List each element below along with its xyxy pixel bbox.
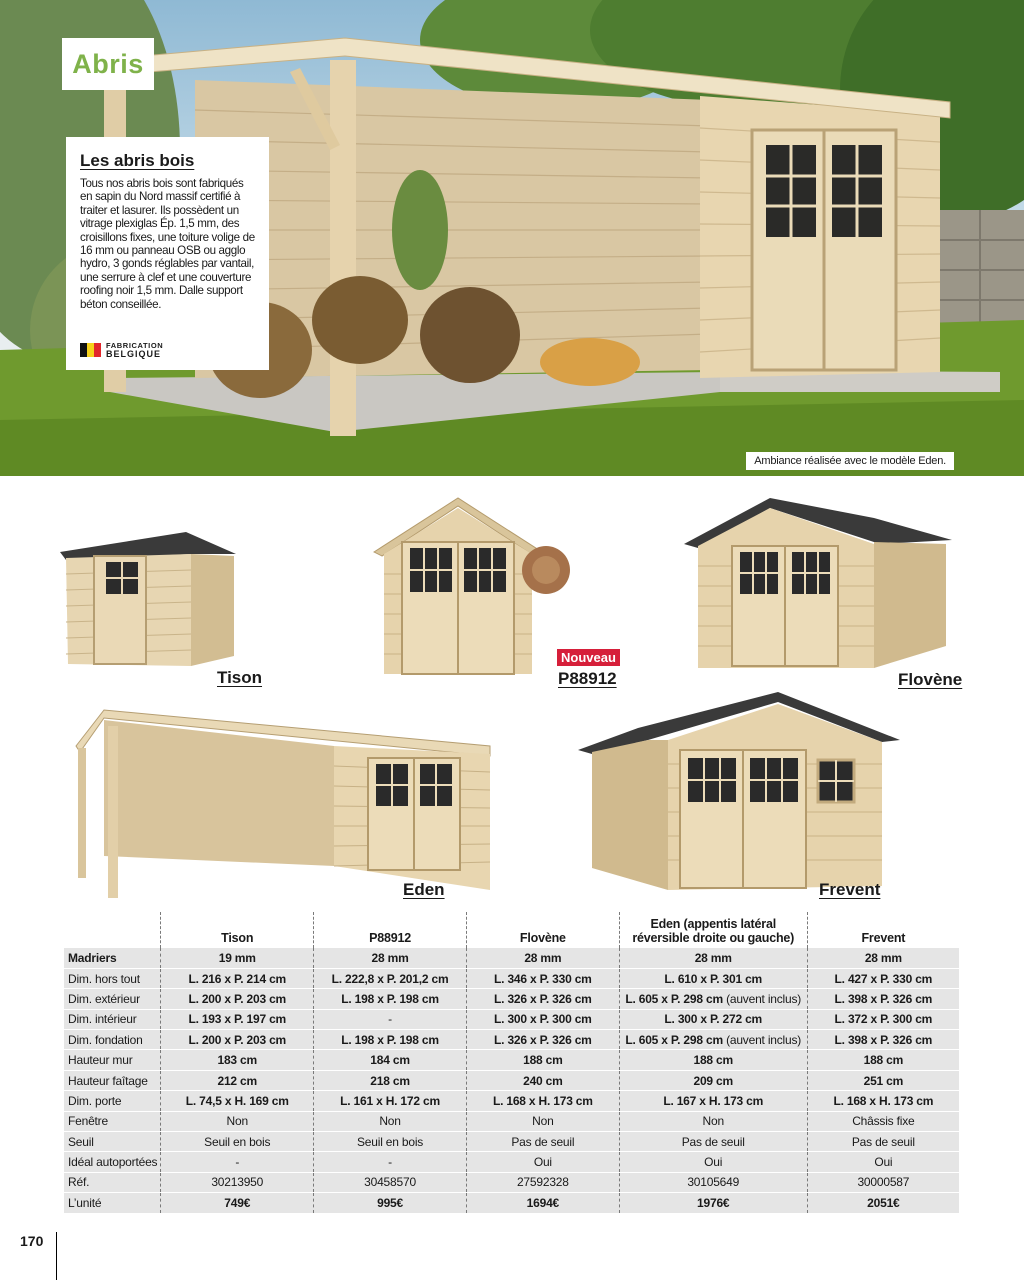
table-header-eden: Eden (appentis latéral réversible droite ou gauche) bbox=[619, 912, 807, 948]
table-row: Hauteur faîtage 212 cm 218 cm 240 cm 209 cm 251 cm bbox=[64, 1070, 959, 1090]
product-flovene-image bbox=[684, 496, 954, 672]
section-badge bbox=[62, 38, 154, 90]
table-row: Dim. fondation L. 200 x P. 203 cm L. 198 x P. 198 cm L. 326 x P. 326 cm L. 605 x P. 298 cm (auvent inclus) L. 398 x P. 326 cm bbox=[64, 1030, 959, 1050]
product-eden-label: Eden bbox=[403, 880, 445, 899]
photo-caption: Ambiance réalisée avec le modèle Eden. bbox=[746, 452, 954, 470]
new-badge: Nouveau bbox=[557, 649, 620, 666]
hero-photo bbox=[0, 0, 1024, 476]
product-tison-image bbox=[56, 528, 241, 670]
product-flovene-label: Flovène bbox=[898, 670, 963, 689]
info-text: Tous nos abris bois sont fabriqués en sapin du Nord massif certifié à traiter et lasurer. Ils possèdent un vitrage plexiglas Ép. 1,5 mm, des croisillons fixes, une toiture volige de 16 mm ou panneau OSB ou agglo hydro, 3 gonds réglables par vantail, une serrure à clef et une couverture roofing noir 1,5 mm. Dalle support béton conseillée. bbox=[80, 177, 255, 311]
spec-table bbox=[64, 912, 959, 1213]
table-header-tison: Tison bbox=[161, 912, 314, 948]
info-box bbox=[66, 137, 269, 370]
table-header-frevent: Frevent bbox=[807, 912, 959, 948]
fabrication-mark bbox=[80, 342, 163, 358]
table-row: Fenêtre Non Non Non Non Châssis fixe bbox=[64, 1111, 959, 1131]
table-row: Hauteur mur 183 cm 184 cm 188 cm 188 cm 188 cm bbox=[64, 1050, 959, 1070]
table-row: Dim. porte L. 74,5 x H. 169 cm L. 161 x H. 172 cm L. 168 x H. 173 cm L. 167 x H. 173 cm L. 168 x H. 173 cm bbox=[64, 1091, 959, 1111]
product-eden-image bbox=[70, 706, 494, 902]
table-row: Idéal autoportées - - Oui Oui Oui bbox=[64, 1152, 959, 1172]
product-frevent-image bbox=[578, 690, 904, 896]
table-header-flovene: Flovène bbox=[466, 912, 619, 948]
page-number: 170 bbox=[20, 1233, 44, 1249]
table-header-row bbox=[64, 912, 959, 948]
table-row: Madriers 19 mm 28 mm 28 mm 28 mm 28 mm bbox=[64, 948, 959, 968]
table-row: Dim. intérieur L. 193 x P. 197 cm - L. 300 x P. 300 cm L. 300 x P. 272 cm L. 372 x P. 300 cm bbox=[64, 1009, 959, 1029]
eden-awning-note: (auvent inclus) bbox=[726, 1032, 802, 1047]
belgium-flag-icon bbox=[80, 343, 101, 357]
table-row: Dim. extérieur L. 200 x P. 203 cm L. 198 x P. 198 cm L. 326 x P. 326 cm L. 605 x P. 298 cm (auvent inclus) L. 398 x P. 326 cm bbox=[64, 989, 959, 1009]
table-header-p88912: P88912 bbox=[314, 912, 467, 948]
table-row: Seuil Seuil en bois Seuil en bois Pas de seuil Pas de seuil Pas de seuil bbox=[64, 1132, 959, 1152]
table-row: Dim. hors tout L. 216 x P. 214 cm L. 222,8 x P. 201,2 cm L. 346 x P. 330 cm L. 610 x P. 301 cm L. 427 x P. 330 cm bbox=[64, 968, 959, 988]
product-tison-label: Tison bbox=[217, 668, 263, 687]
product-p88912-image bbox=[372, 496, 572, 678]
page-divider bbox=[56, 1232, 57, 1280]
info-title: Les abris bois bbox=[80, 151, 195, 170]
product-frevent-label: Frevent bbox=[819, 880, 881, 899]
table-row: L’unité 749€ 995€ 1694€ 1976€ 2051€ bbox=[64, 1193, 959, 1213]
table-header-empty bbox=[64, 912, 161, 948]
fabrication-label: FABRICATION bbox=[106, 341, 164, 350]
fabrication-country: BELGIQUE bbox=[106, 349, 162, 359]
product-p88912-label: P88912 bbox=[558, 669, 617, 688]
section-title: Abris bbox=[72, 48, 144, 79]
table-row: Réf. 30213950 30458570 27592328 30105649 30000587 bbox=[64, 1172, 959, 1192]
eden-awning-note: (auvent inclus) bbox=[726, 991, 802, 1006]
